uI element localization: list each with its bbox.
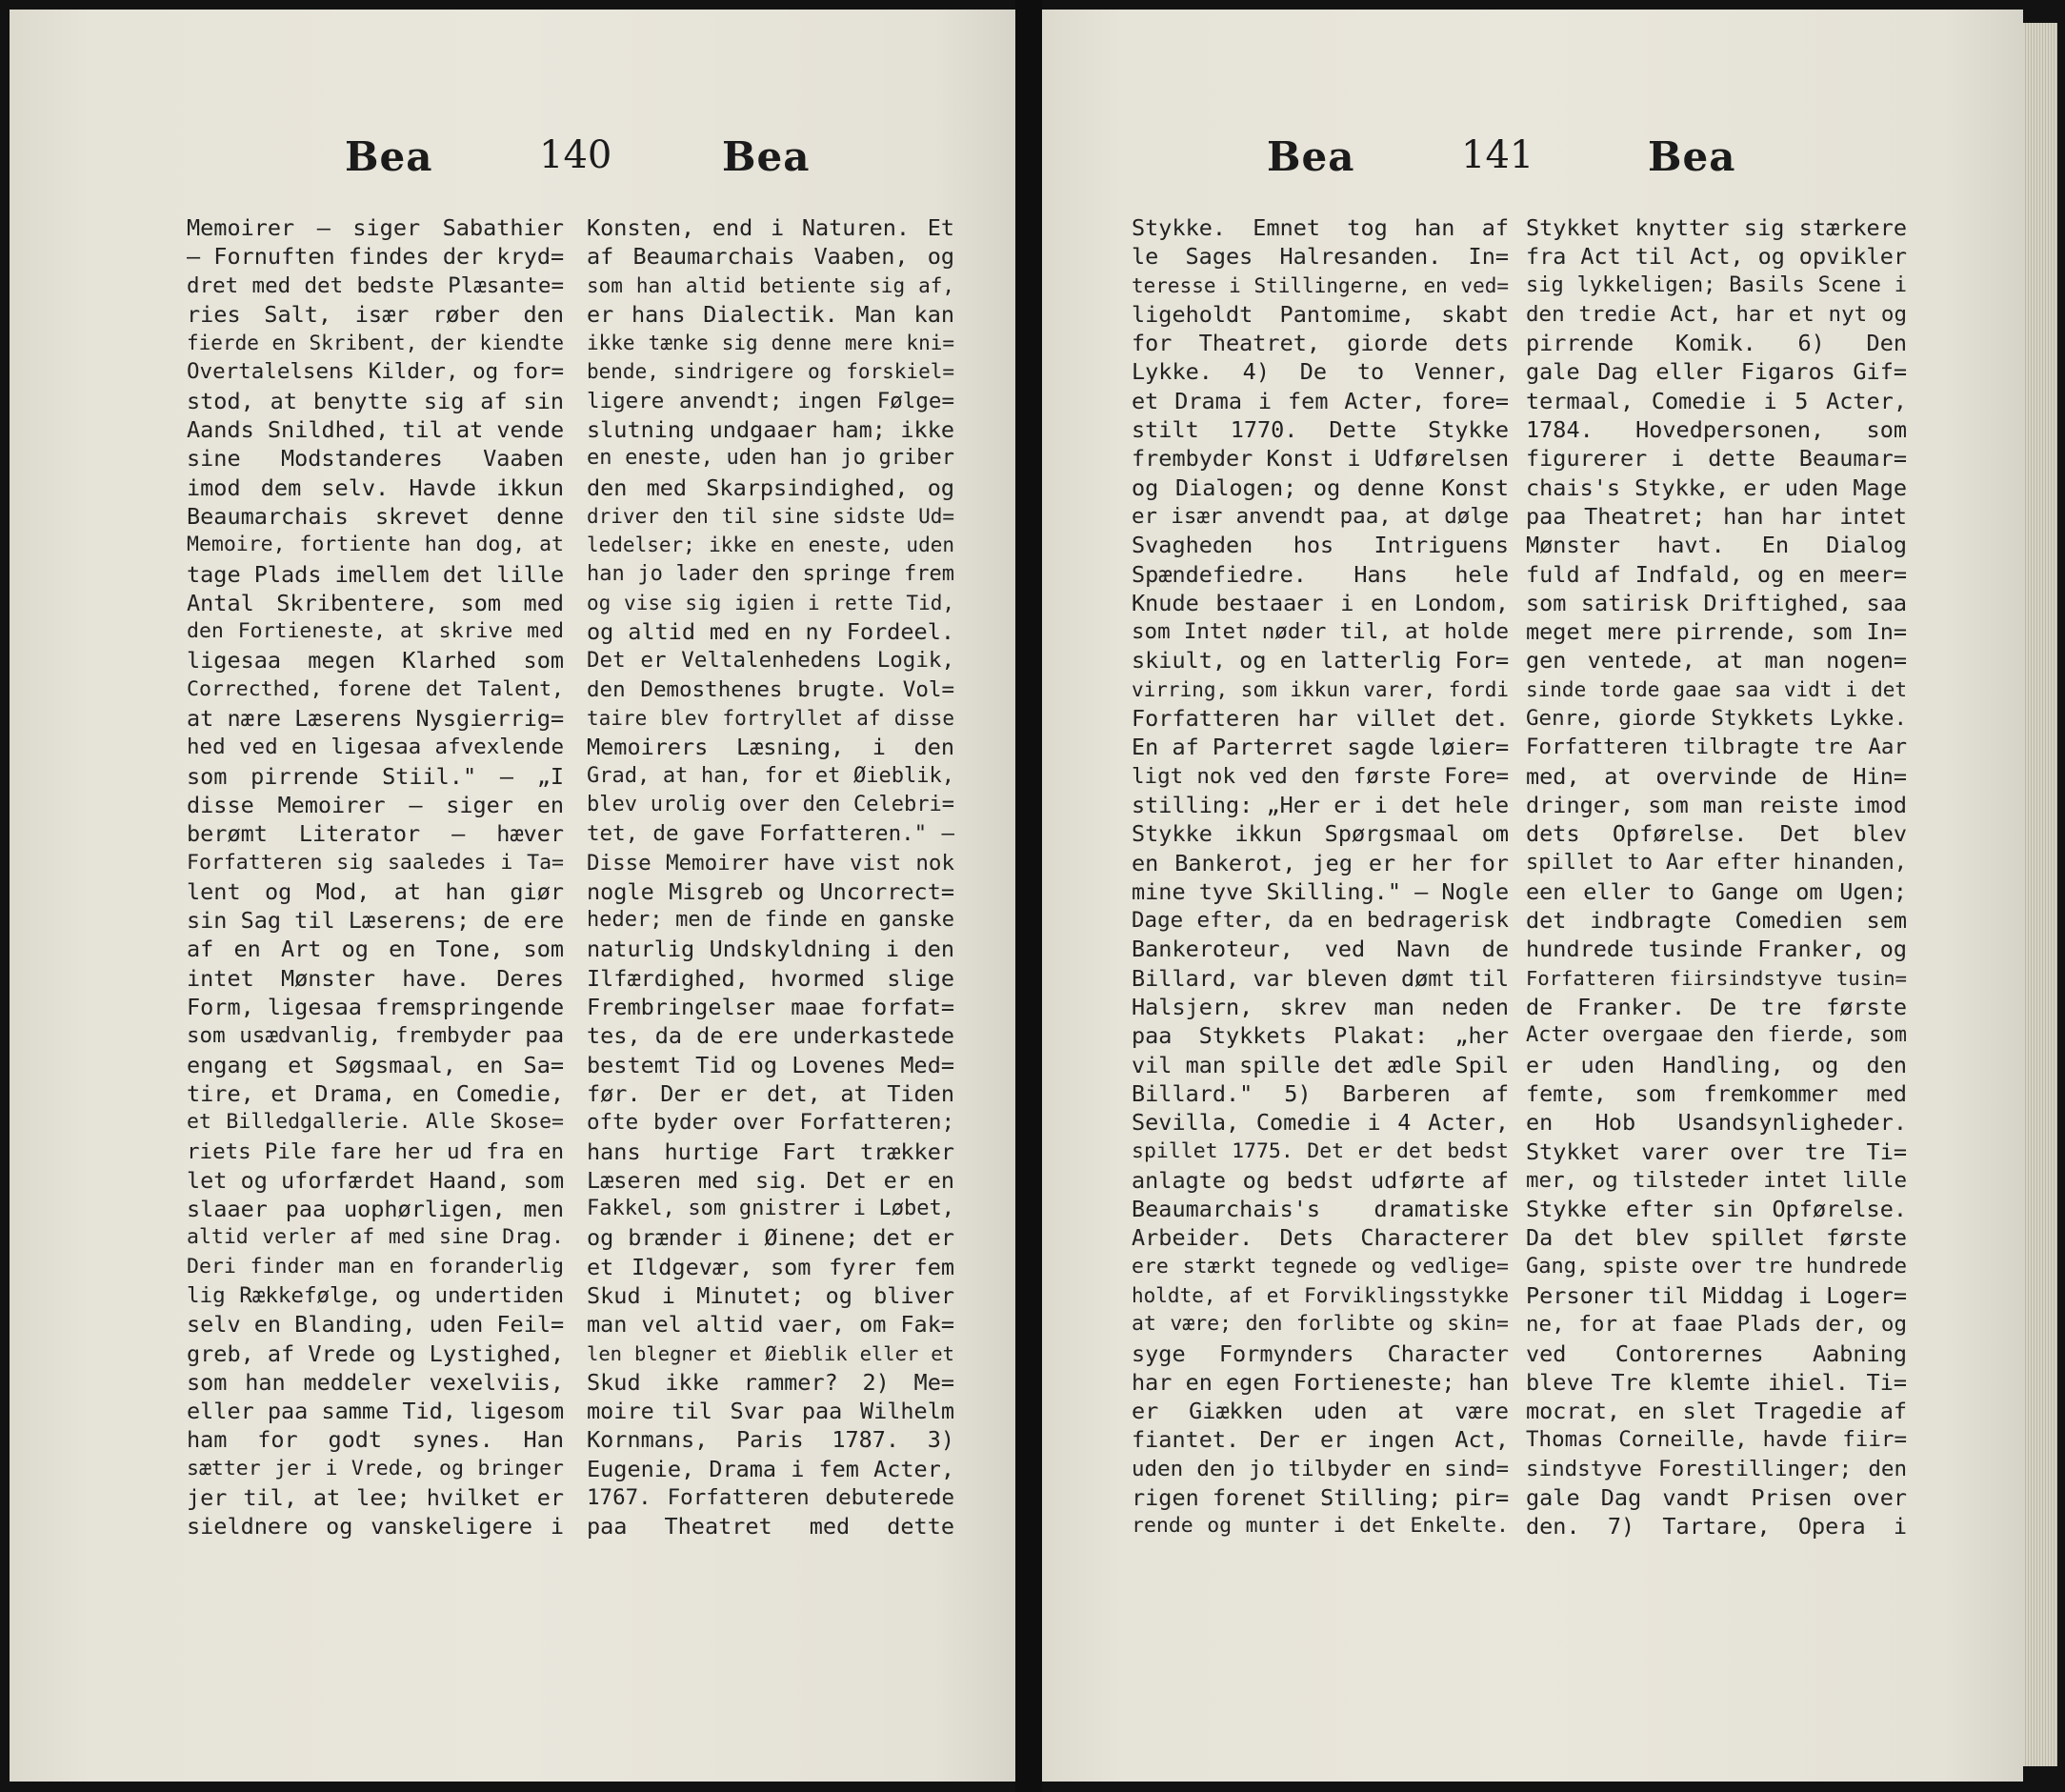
text-line: ligesaa megen Klarhed som xyxy=(187,647,564,675)
text-line: imod dem selv. Havde ikkun xyxy=(187,473,564,501)
text-line: og vise sig igien i rette Tid, xyxy=(587,591,954,614)
text-line: bestemt Tid og Lovenes Med= xyxy=(587,1051,954,1078)
text-line: let og uforfærdet Haand, som xyxy=(187,1166,564,1194)
text-line: ledelser; ikke en eneste, uden xyxy=(587,534,954,557)
text-line: tire, et Drama, en Comedie, xyxy=(187,1079,564,1107)
text-line: syge Formynders Character xyxy=(1132,1339,1509,1367)
text-line: Dage efter, da en bedragerisk xyxy=(1132,908,1509,934)
text-line: intet Mønster have. Deres xyxy=(187,964,564,992)
text-line: hundrede tusinde Franker, og xyxy=(1526,936,1907,963)
text-line: figurerer i dette Beaumar= xyxy=(1526,445,1907,473)
text-line: Acter overgaae den fierde, som xyxy=(1526,1023,1907,1048)
text-line: eller paa samme Tid, ligesom xyxy=(187,1398,564,1425)
text-line: paa Stykkets Plakat: „her xyxy=(1132,1022,1509,1050)
text-line: ere stærkt tegnede og vedlige= xyxy=(1132,1254,1509,1279)
text-line: pirrende Komik. 6) Den xyxy=(1526,330,1907,357)
text-line: den med Skarpsindighed, og xyxy=(587,473,954,501)
text-line: En af Parterret sagde løier= xyxy=(1132,734,1509,761)
text-line: — Fornuften findes der kryd= xyxy=(187,243,564,271)
headword-right: Bea xyxy=(1648,133,1736,180)
text-line: spillet 1775. Det er det bedst xyxy=(1132,1138,1509,1163)
text-line: et Ildgevær, som fyrer fem xyxy=(587,1253,954,1280)
text-line: Aands Snildhed, til at vende xyxy=(187,416,564,444)
text-line: sig lykkeligen; Basils Scene i xyxy=(1526,272,1907,297)
text-line: den tredie Act, har et nyt og xyxy=(1526,301,1907,327)
text-line: Da det blev spillet første xyxy=(1526,1224,1907,1252)
text-line: Stykke. Emnet tog han af xyxy=(1132,214,1509,241)
text-line: fierde en Skribent, der kiendte xyxy=(187,332,564,355)
text-line: det indbragte Comedien sem xyxy=(1526,907,1907,935)
text-line: en eneste, uden han jo griber xyxy=(587,446,954,471)
text-line: de Franker. De tre første xyxy=(1526,994,1907,1021)
text-line: dringer, som man reiste imod xyxy=(1526,791,1907,818)
text-line: rigen forenet Stilling; pir= xyxy=(1132,1484,1509,1512)
text-line: den. 7) Tartare, Opera i xyxy=(1526,1513,1907,1540)
text-line: greb, af Vrede og Lystighed, xyxy=(187,1339,564,1367)
text-line: paa Theatret; han har intet xyxy=(1526,502,1907,530)
text-line: med, at overvinde de Hin= xyxy=(1526,762,1907,790)
text-line: sieldnere og vanskeligere i xyxy=(187,1513,564,1540)
text-line: uden den jo tilbyder en sind= xyxy=(1132,1456,1509,1481)
text-line: stod, at benytte sig af sin xyxy=(187,387,564,414)
text-line: et Drama i fem Acter, fore= xyxy=(1132,387,1509,414)
headword-left: Bea xyxy=(1267,133,1355,180)
text-line: blev urolig over den Celebri= xyxy=(587,792,954,816)
text-line: Lykke. 4) De to Venner, xyxy=(1132,358,1509,386)
text-line: vil man spille det ædle Spil xyxy=(1132,1051,1509,1078)
text-line: selv en Blanding, uden Feil= xyxy=(187,1311,564,1339)
text-line: Ilfærdighed, hvormed slige xyxy=(587,964,954,992)
text-line: riets Pile fare her ud fra en xyxy=(187,1138,564,1164)
text-line: sin Sag til Læserens; de ere xyxy=(187,907,564,935)
text-line: Det er Veltalenhedens Logik, xyxy=(587,648,954,674)
text-line: ofte byder over Forfatteren; xyxy=(587,1110,954,1136)
text-line: lent og Mod, at han giør xyxy=(187,877,564,905)
text-line: af en Art og en Tone, som xyxy=(187,936,564,963)
text-line: hans hurtige Fart trækker xyxy=(587,1138,954,1165)
text-line: lig Rækkefølge, og undertiden xyxy=(187,1282,564,1308)
text-line: Konsten, end i Naturen. Et xyxy=(587,214,954,241)
text-column-2 xyxy=(587,213,954,1541)
text-line: Deri finder man en foranderlig xyxy=(187,1254,564,1279)
text-line: holdte, af et Forviklingsstykke xyxy=(1132,1283,1509,1307)
text-line: fiantet. Der er ingen Act, xyxy=(1132,1426,1509,1454)
text-line: som satirisk Driftighed, saa xyxy=(1526,589,1907,616)
text-line: et Billedgallerie. Alle Skose= xyxy=(187,1110,564,1135)
text-column-1 xyxy=(187,213,564,1541)
text-line: Disse Memoirer have vist nok xyxy=(587,850,954,876)
text-line: Forfatteren har villet det. xyxy=(1132,705,1509,733)
text-line: ligeholdt Pantomime, skabt xyxy=(1132,300,1509,328)
text-line: Stykke efter sin Opførelse. xyxy=(1526,1196,1907,1223)
text-line: ries Salt, især røber den xyxy=(187,300,564,328)
text-line: før. Der er det, at Tiden xyxy=(587,1079,954,1107)
text-line: berømt Literator — hæver xyxy=(187,820,564,848)
text-line: Sevilla, Comedie i 4 Acter, xyxy=(1132,1109,1509,1137)
text-line: Frembringelser maae forfat= xyxy=(587,994,954,1021)
text-line: Antal Skribentere, som med xyxy=(187,589,564,616)
text-line: nogle Misgreb og Uncorrect= xyxy=(587,877,954,905)
text-line: er især anvendt paa, at dølge xyxy=(1132,503,1509,529)
headword-left: Bea xyxy=(345,133,433,180)
text-line: som pirrende Stiil." — „I xyxy=(187,762,564,790)
text-line: som usædvanlig, frembyder paa xyxy=(187,1023,564,1049)
text-line: paa Theatret med dette xyxy=(587,1513,954,1540)
text-line: en Hob Usandsynligheder. xyxy=(1526,1109,1907,1137)
text-line: at nære Læserens Nysgierrig= xyxy=(187,705,564,733)
text-line: hed ved en ligesaa afvexlende xyxy=(187,735,564,760)
text-line: ved Contorernes Aabning xyxy=(1526,1339,1907,1367)
text-line: man vel altid vaer, om Fak= xyxy=(587,1311,954,1339)
text-line: bleve Tre klemte ihiel. Ti= xyxy=(1526,1368,1907,1396)
text-line: Personer til Middag i Loger= xyxy=(1526,1281,1907,1309)
page-number: 141 xyxy=(1461,133,1534,177)
text-line: 1767. Forfatteren debuterede xyxy=(587,1485,954,1511)
text-line: Kornmans, Paris 1787. 3) xyxy=(587,1426,954,1454)
text-line: for Theatret, giorde dets xyxy=(1132,330,1509,357)
text-line: femte, som fremkommer med xyxy=(1526,1079,1907,1107)
text-line: tage Plads imellem det lille xyxy=(187,560,564,588)
text-line: stilt 1770. Dette Stykke xyxy=(1132,416,1509,444)
text-line: den Demosthenes brugte. Vol= xyxy=(587,676,954,702)
text-line: virring, som ikkun varer, fordi xyxy=(1132,677,1509,701)
text-line: rende og munter i det Enkelte. xyxy=(1132,1514,1509,1539)
text-line: taire blev fortryllet af disse xyxy=(587,707,954,731)
text-line: heder; men de finde en ganske xyxy=(587,908,954,933)
text-column-2 xyxy=(1526,213,1907,1541)
text-line: Stykke ikkun Spørgsmaal om xyxy=(1132,820,1509,848)
text-line: slutning undgaaer ham; ikke xyxy=(587,416,954,444)
page-number: 140 xyxy=(539,133,612,177)
text-line: Beaumarchais's dramatiske xyxy=(1132,1196,1509,1223)
text-line: Spændefiedre. Hans hele xyxy=(1132,560,1509,588)
text-line: Skud ikke rammer? 2) Me= xyxy=(587,1368,954,1396)
text-line: jer til, at lee; hvilket er xyxy=(187,1484,564,1512)
text-line: og altid med en ny Fordeel. xyxy=(587,618,954,646)
text-line: chais's Stykke, er uden Mage xyxy=(1526,473,1907,501)
text-line: som han meddeler vexelviis, xyxy=(187,1368,564,1396)
text-line: Grad, at han, for et Øieblik, xyxy=(587,763,954,788)
text-line: sine Modstanderes Vaaben xyxy=(187,445,564,473)
text-line: Stykket knytter sig stærkere xyxy=(1526,214,1907,241)
text-line: moire til Svar paa Wilhelm xyxy=(587,1398,954,1425)
text-line: gale Dag eller Figaros Gif= xyxy=(1526,358,1907,386)
text-line: le Sages Halresanden. In= xyxy=(1132,243,1509,271)
text-line: bende, sindrigere og forskiel= xyxy=(587,360,954,384)
text-line: fuld af Indfald, og en meer= xyxy=(1526,560,1907,588)
text-line: at være; den forlibte og skin= xyxy=(1132,1312,1509,1337)
text-line: mine tyve Skilling." — Nogle xyxy=(1132,877,1509,905)
text-line: Stykket varer over tre Ti= xyxy=(1526,1138,1907,1165)
text-line: som Intet nøder til, at holde xyxy=(1132,619,1509,645)
text-line: driver den til sine sidste Ud= xyxy=(587,504,954,528)
text-line: Svagheden hos Intriguens xyxy=(1132,532,1509,559)
text-line: sætter jer i Vrede, og bringer xyxy=(187,1456,564,1480)
text-line: Genre, giorde Stykkets Lykke. xyxy=(1526,706,1907,732)
text-line: Eugenie, Drama i fem Acter, xyxy=(587,1455,954,1482)
text-line: Billard." 5) Barberen af xyxy=(1132,1079,1509,1107)
text-column-1 xyxy=(1132,213,1509,1541)
text-line: termaal, Comedie i 5 Acter, xyxy=(1526,387,1907,414)
headword-right: Bea xyxy=(722,133,811,180)
text-line: Skud i Minutet; og bliver xyxy=(587,1281,954,1309)
text-line: Billard, var bleven dømt til xyxy=(1132,964,1509,992)
text-line: sinde torde gaae saa vidt i det xyxy=(1526,677,1907,701)
text-line: som han altid betiente sig af, xyxy=(587,273,954,297)
text-line: tet, de gave Forfatteren." — xyxy=(587,821,954,847)
text-line: gen ventede, at man nogen= xyxy=(1526,647,1907,675)
text-line: ikke tænke sig denne mere kni= xyxy=(587,332,954,355)
text-line: dets Opførelse. Det blev xyxy=(1526,820,1907,848)
right-page xyxy=(1042,10,2023,1782)
text-line: og Dialogen; og denne Konst xyxy=(1132,473,1509,501)
page-edges xyxy=(2023,23,2057,1766)
text-line: mocrat, en slet Tragedie af xyxy=(1526,1398,1907,1425)
right-page-header xyxy=(1042,133,2023,200)
left-page-header xyxy=(10,133,1015,200)
text-line: disse Memoirer — siger en xyxy=(187,791,564,818)
text-line: Arbeider. Dets Characterer xyxy=(1132,1224,1509,1252)
text-line: og brænder i Øinene; det er xyxy=(587,1224,954,1252)
text-line: er uden Handling, og den xyxy=(1526,1051,1907,1078)
text-line: af Beaumarchais Vaaben, og xyxy=(587,243,954,271)
text-line: Halsjern, skrev man neden xyxy=(1132,994,1509,1021)
text-line: ligt nok ved den første Fore= xyxy=(1132,763,1509,789)
text-line: skiult, og en latterlig For= xyxy=(1132,647,1509,675)
text-line: Forfatteren fiirsindstyve tusin= xyxy=(1526,966,1907,990)
text-line: mer, og tilsteder intet lille xyxy=(1526,1167,1907,1193)
text-line: altid verler af med sine Drag. xyxy=(187,1225,564,1250)
text-line: Læseren med sig. Det er en xyxy=(587,1166,954,1194)
left-page xyxy=(10,10,1015,1782)
text-line: engang et Søgsmaal, en Sa= xyxy=(187,1051,564,1078)
text-line: Gang, spiste over tre hundrede xyxy=(1526,1254,1907,1279)
text-line: den Fortieneste, at skrive med xyxy=(187,619,564,644)
text-line: anlagte og bedst udførte af xyxy=(1132,1166,1509,1194)
text-line: stilling: „Her er i det hele xyxy=(1132,791,1509,818)
text-line: Forfatteren tilbragte tre Aar xyxy=(1526,735,1907,760)
text-line: frembyder Konst i Udførelsen xyxy=(1132,445,1509,473)
text-line: Fakkel, som gnistrer i Løbet, xyxy=(587,1197,954,1221)
text-line: Overtalelsens Kilder, og for= xyxy=(187,359,564,385)
text-line: 1784. Hovedpersonen, som xyxy=(1526,416,1907,444)
text-line: ligere anvendt; ingen Følge= xyxy=(587,388,954,413)
text-line: har en egen Fortieneste; han xyxy=(1132,1368,1509,1396)
text-line: meget mere pirrende, som In= xyxy=(1526,618,1907,646)
text-line: en Bankerot, jeg er her for xyxy=(1132,849,1509,876)
text-line: Beaumarchais skrevet denne xyxy=(187,502,564,530)
text-line: teresse i Stillingerne, en ved= xyxy=(1132,273,1509,297)
text-line: Mønster havt. En Dialog xyxy=(1526,532,1907,559)
text-line: sindstyve Forestillinger; den xyxy=(1526,1456,1907,1481)
text-line: ham for godt synes. Han xyxy=(187,1426,564,1454)
text-line: Memoirer — siger Sabathier xyxy=(187,214,564,241)
text-line: Memoirers Læsning, i den xyxy=(587,734,954,761)
text-line: Memoire, fortiente han dog, at xyxy=(187,533,564,557)
text-line: spillet to Aar efter hinanden, xyxy=(1526,850,1907,875)
text-line: Form, ligesaa fremspringende xyxy=(187,994,564,1021)
text-line: len blegner et Øieblik eller et xyxy=(587,1341,954,1365)
text-line: naturlig Undskyldning i den xyxy=(587,936,954,963)
book-gutter xyxy=(1015,0,1042,1792)
text-line: Forfatteren sig saaledes i Ta= xyxy=(187,850,564,875)
text-line: slaaer paa uophørligen, men xyxy=(187,1196,564,1223)
text-line: Bankeroteur, ved Navn de xyxy=(1132,936,1509,963)
text-line: ne, for at faae Plads der, og xyxy=(1526,1312,1907,1338)
text-line: Knude bestaaer i en Londom, xyxy=(1132,589,1509,616)
text-line: Correcthed, forene det Talent, xyxy=(187,676,564,701)
text-line: er hans Dialectik. Man kan xyxy=(587,300,954,328)
text-line: tes, da de ere underkastede xyxy=(587,1022,954,1050)
text-line: fra Act til Act, og opvikler xyxy=(1526,243,1907,271)
text-line: gale Dag vandt Prisen over xyxy=(1526,1484,1907,1512)
text-line: dret med det bedste Plæsante= xyxy=(187,272,564,298)
text-line: Thomas Corneille, havde fiir= xyxy=(1526,1427,1907,1453)
text-line: een eller to Gange om Ugen; xyxy=(1526,877,1907,905)
text-line: er Giækken uden at være xyxy=(1132,1398,1509,1425)
text-line: han jo lader den springe frem xyxy=(587,561,954,586)
